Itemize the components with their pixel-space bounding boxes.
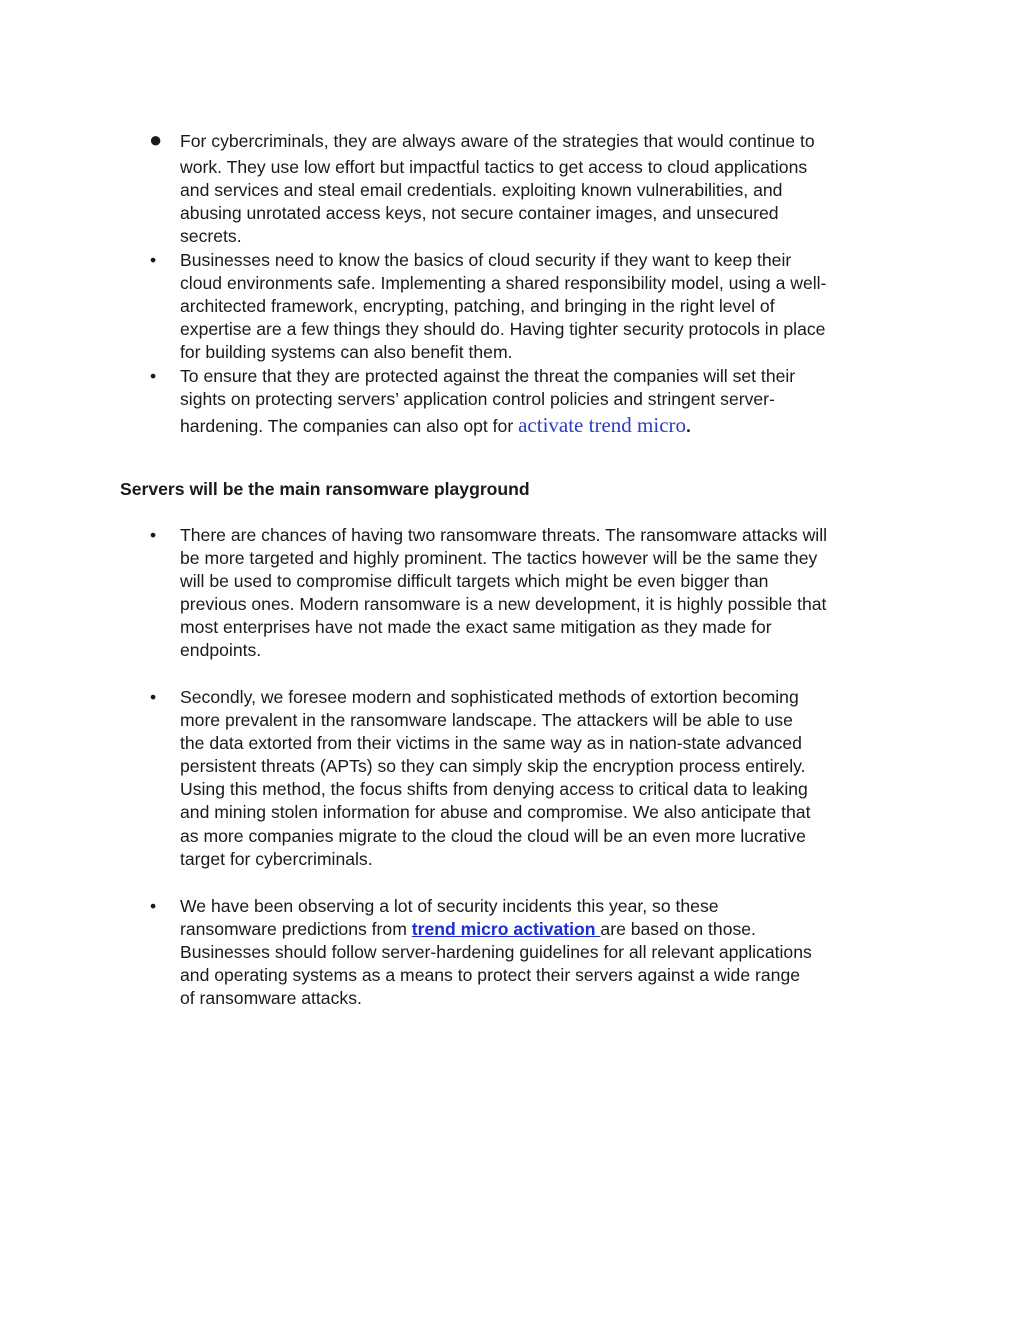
list-item bbox=[180, 524, 920, 663]
bullet-icon: • bbox=[150, 687, 157, 707]
text-line: endpoints. bbox=[180, 640, 262, 661]
text-line: expertise are a few things they should do. Having tighter security protocols in place bbox=[180, 319, 826, 340]
text-line: previous ones. Modern ransomware is a new development, it is highly possible that bbox=[180, 594, 827, 615]
text-line: abusing unrotated access keys, not secure container images, and unsecured bbox=[180, 203, 779, 224]
text-line: For cybercriminals, they are always aware of the strategies that would continue to bbox=[180, 131, 815, 151]
text-line: secrets. bbox=[180, 226, 242, 247]
text-line bbox=[180, 918, 920, 941]
text-line: and operating systems as a means to protect their servers against a wide range bbox=[180, 965, 801, 986]
text-line: We have been observing a lot of security incidents this year, so these bbox=[180, 896, 719, 916]
text-line: Using this method, the focus shifts from denying access to critical data to leaking bbox=[180, 779, 808, 800]
text-line: cloud environments safe. Implementing a shared responsibility model, using a well- bbox=[180, 273, 827, 294]
text-line: target for cybercriminals. bbox=[180, 848, 373, 869]
text-line: To ensure that they are protected against the threat the companies will set their bbox=[180, 366, 796, 386]
text-line: Secondly, we foresee modern and sophisticated methods of extortion becoming bbox=[180, 687, 799, 707]
list-item bbox=[180, 895, 920, 1010]
text-line: more prevalent in the ransomware landscape. The attackers will be able to use bbox=[180, 710, 793, 731]
list-item bbox=[180, 130, 920, 248]
list-item bbox=[180, 249, 920, 364]
text-line: persistent threats (APTs) so they can simply skip the encryption process entirely. bbox=[180, 756, 806, 777]
text-line: Businesses need to know the basics of cloud security if they want to keep their bbox=[180, 250, 792, 270]
text-line: Businesses should follow server-hardening guidelines for all relevant applications bbox=[180, 942, 812, 963]
text-line: and services and steal email credentials. exploiting known vulnerabilities, and bbox=[180, 180, 783, 201]
activate-trend-micro-link[interactable]: activate trend micro bbox=[518, 413, 687, 438]
text-line: for building systems can also benefit them. bbox=[180, 342, 513, 363]
list-item bbox=[180, 365, 920, 438]
text-line: be more targeted and highly prominent. The tactics however will be the same they bbox=[180, 548, 818, 569]
bullet-icon: • bbox=[150, 896, 157, 916]
bullet-icon: • bbox=[150, 250, 157, 270]
text-segment: are based on those. bbox=[600, 919, 756, 940]
section-heading: Servers will be the main ransomware playground bbox=[120, 479, 530, 499]
bullet-icon: • bbox=[150, 525, 157, 545]
text-line: the data extorted from their victims in the same way as in nation-state advanced bbox=[180, 733, 802, 754]
text-line: as more companies migrate to the cloud the cloud will be an even more lucrative bbox=[180, 825, 806, 846]
list-item bbox=[180, 686, 920, 871]
text-segment: . bbox=[686, 416, 691, 437]
text-segment: hardening. The companies can also opt for bbox=[180, 416, 519, 437]
text-line bbox=[180, 414, 920, 438]
text-line: work. They use low effort but impactful tactics to get access to cloud applications bbox=[180, 157, 808, 178]
text-line: There are chances of having two ransomware threats. The ransomware attacks will bbox=[180, 525, 828, 545]
text-line: and mining stolen information for abuse and compromise. We also anticipate that bbox=[180, 802, 811, 823]
trend-micro-activation-link[interactable]: trend micro activation bbox=[411, 919, 601, 940]
bullet-icon: • bbox=[150, 366, 157, 386]
text-line: architected framework, encrypting, patching, and bringing in the right level of bbox=[180, 296, 775, 317]
bullet-icon: ● bbox=[149, 127, 163, 152]
text-line: most enterprises have not made the exact same mitigation as they made for bbox=[180, 617, 772, 638]
text-line: will be used to compromise difficult targets which might be even bigger than bbox=[180, 571, 769, 592]
text-segment: ransomware predictions from bbox=[180, 919, 412, 940]
text-line: sights on protecting servers’ application control policies and stringent server- bbox=[180, 389, 775, 410]
text-line: of ransomware attacks. bbox=[180, 988, 362, 1009]
